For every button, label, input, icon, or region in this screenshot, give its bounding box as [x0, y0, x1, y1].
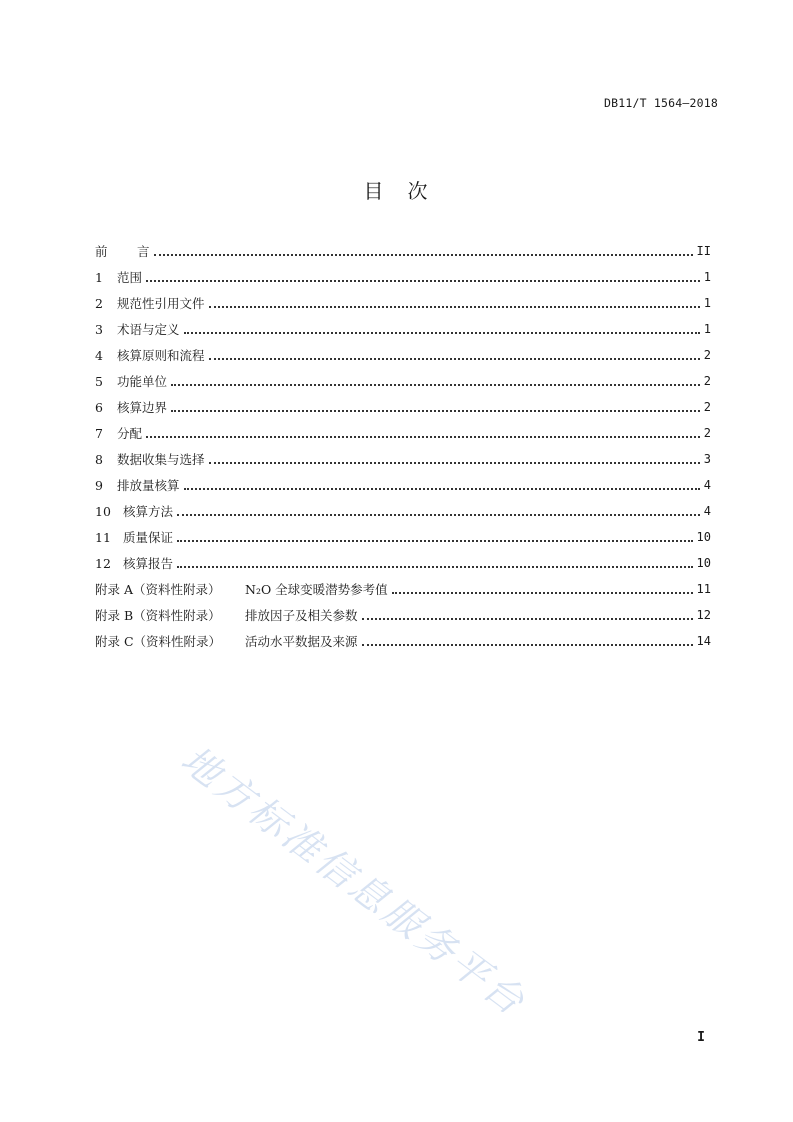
- toc-entry-number: 1: [95, 269, 103, 285]
- toc-entry-title: 排放量核算: [117, 478, 180, 493]
- toc-entry-title: 范围: [117, 270, 143, 285]
- toc-entry-9[interactable]: [95, 472, 711, 498]
- page-title: 目 次: [363, 179, 430, 203]
- toc-entry-number: 12: [95, 555, 111, 571]
- dot-leader: [392, 592, 693, 594]
- dot-leader: [154, 254, 693, 256]
- toc-entry-number: 附录 B（资料性附录）: [95, 608, 221, 623]
- toc-entry-appendix-c[interactable]: [95, 628, 711, 654]
- toc-entry-4[interactable]: [95, 342, 711, 368]
- toc-entry-number: 9: [95, 477, 103, 493]
- toc-entry-page: 4: [703, 504, 711, 518]
- page-number: I: [697, 1030, 705, 1045]
- toc-entry-number: 6: [95, 399, 103, 415]
- toc-entry-6[interactable]: [95, 394, 711, 420]
- toc-entry-appendix-b[interactable]: [95, 602, 711, 628]
- dot-leader: [209, 462, 700, 464]
- toc-entry-page: 2: [703, 348, 711, 362]
- toc-entry-number: 3: [95, 321, 103, 337]
- toc-entry-number: 附录 A（资料性附录）: [95, 582, 221, 597]
- toc-entry-number: 4: [95, 347, 103, 363]
- toc-entry-title: 核算边界: [117, 400, 168, 415]
- toc-entry-page: 11: [696, 582, 711, 596]
- toc-entry-page: 10: [696, 556, 711, 570]
- toc-entry-page: 10: [696, 530, 711, 544]
- dot-leader: [177, 566, 693, 568]
- toc-entry-number: 7: [95, 425, 103, 441]
- toc-entry-title: 质量保证: [123, 530, 174, 545]
- toc-entry-1[interactable]: [95, 264, 711, 290]
- toc-entry-title: 术语与定义: [117, 322, 180, 337]
- toc-entry-page: 2: [703, 374, 711, 388]
- toc-entry-2[interactable]: [95, 290, 711, 316]
- toc-entry-title: 分配: [117, 426, 143, 441]
- toc-entry-page: 1: [703, 296, 711, 310]
- dot-leader: [146, 280, 700, 282]
- toc-entry-page: 3: [703, 452, 711, 466]
- watermark: 地方标准信息服务平台: [173, 737, 536, 1026]
- table-of-contents: [95, 238, 711, 654]
- dot-leader: [209, 358, 700, 360]
- toc-entry-8[interactable]: [95, 446, 711, 472]
- toc-entry-number: 2: [95, 295, 103, 311]
- toc-entry-page: 1: [703, 322, 711, 336]
- dot-leader: [171, 384, 700, 386]
- dot-leader: [362, 644, 693, 646]
- toc-entry-3[interactable]: [95, 316, 711, 342]
- toc-entry-page: 2: [703, 426, 711, 440]
- toc-entry-title: 规范性引用文件: [117, 296, 205, 311]
- toc-entry-title: 言: [137, 244, 150, 259]
- toc-entry-page: 14: [696, 634, 711, 648]
- toc-entry-title: 数据收集与选择: [117, 452, 205, 467]
- toc-entry-5[interactable]: [95, 368, 711, 394]
- toc-entry-number: 前: [95, 244, 108, 259]
- dot-leader: [209, 306, 700, 308]
- toc-entry-number: 11: [95, 529, 111, 545]
- toc-entry-title: 核算报告: [123, 556, 174, 571]
- toc-entry-7[interactable]: [95, 420, 711, 446]
- toc-entry-page: 12: [696, 608, 711, 622]
- toc-entry-title: 功能单位: [117, 374, 168, 389]
- toc-entry-page: 1: [703, 270, 711, 284]
- toc-entry-10[interactable]: [95, 498, 711, 524]
- toc-entry-11[interactable]: [95, 524, 711, 550]
- toc-entry-title: N₂O 全球变暖潜势参考值: [245, 582, 388, 597]
- dot-leader: [184, 488, 700, 490]
- toc-entry-page: 4: [703, 478, 711, 492]
- dot-leader: [177, 540, 693, 542]
- toc-entry-12[interactable]: [95, 550, 711, 576]
- toc-entry-number: 10: [95, 503, 111, 519]
- dot-leader: [171, 410, 700, 412]
- toc-entry-foreword[interactable]: [95, 238, 711, 264]
- toc-entry-number: 附录 C（资料性附录）: [95, 634, 222, 649]
- toc-entry-number: 8: [95, 451, 103, 467]
- toc-entry-page: 2: [703, 400, 711, 414]
- toc-entry-title: 核算方法: [123, 504, 174, 519]
- dot-leader: [146, 436, 700, 438]
- dot-leader: [362, 618, 693, 620]
- toc-entry-title: 核算原则和流程: [117, 348, 205, 363]
- toc-entry-appendix-a[interactable]: [95, 576, 711, 602]
- toc-entry-title: 排放因子及相关参数: [245, 608, 358, 623]
- toc-entry-title: 活动水平数据及来源: [245, 634, 358, 649]
- toc-entry-number: 5: [95, 373, 103, 389]
- dot-leader: [177, 514, 700, 516]
- toc-entry-page: II: [696, 244, 711, 258]
- standard-code: DB11/T 1564—2018: [604, 96, 718, 110]
- dot-leader: [184, 332, 700, 334]
